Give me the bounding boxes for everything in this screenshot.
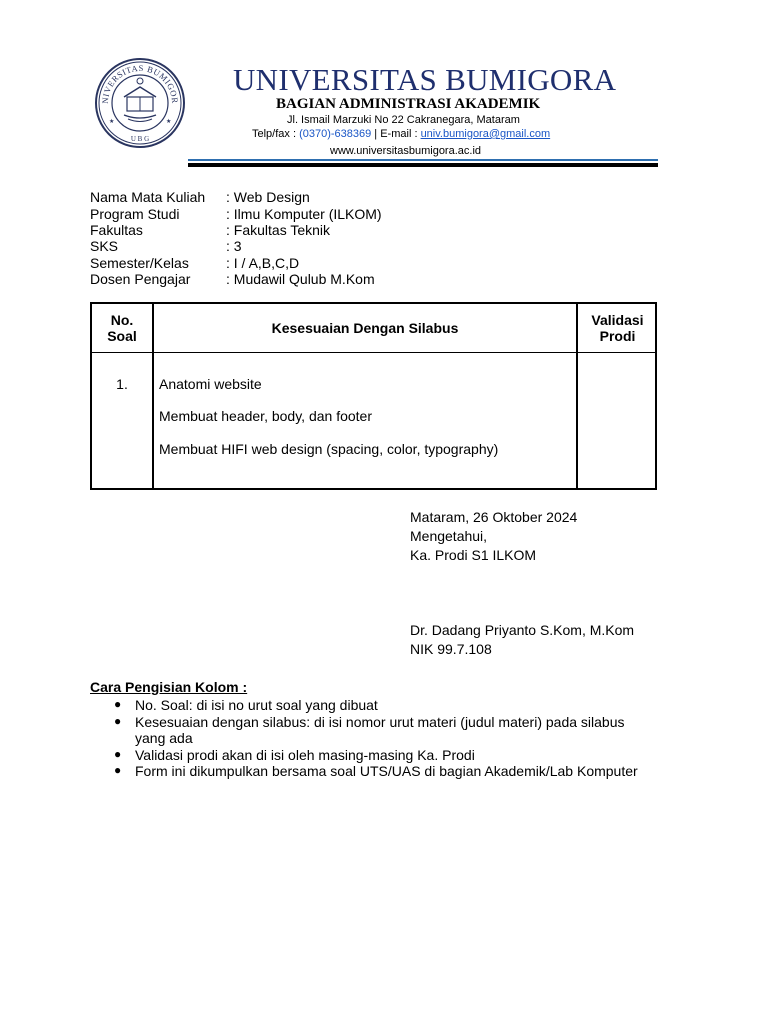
- info-label: Program Studi: [90, 205, 180, 222]
- list-item-text: Form ini dikumpulkan bersama soal UTS/UAS di bagian Akademik/Lab Komputer: [135, 763, 638, 779]
- svg-text:★: ★: [109, 119, 115, 125]
- website-line: www.universitasbumigora.ac.id: [330, 145, 482, 157]
- list-item-text: Kesesuaian dengan silabus: di isi nomor urut materi (judul materi) pada silabus yang ada: [135, 714, 625, 746]
- info-value: : Web Design: [226, 189, 310, 205]
- info-label: Dosen Pengajar: [90, 271, 191, 287]
- syllabus-item: Membuat HIFI web design (spacing, color, typography): [159, 441, 499, 457]
- list-item-text: Validasi prodi akan di isi oleh masing-masing Ka. Prodi: [135, 747, 475, 763]
- info-value: : Ilmu Komputer (ILKOM): [226, 205, 382, 222]
- contact-prefix: Telp/fax :: [252, 128, 300, 140]
- syllabus-item: Anatomi website: [159, 376, 262, 392]
- syllabus-item: Membuat header, body, dan footer: [159, 408, 372, 424]
- address-line: Jl. Ismail Marzuki No 22 Cakranegara, Mataram: [287, 114, 520, 126]
- header-no-soal: [92, 312, 152, 344]
- logo-bottom-text: U B G: [130, 135, 150, 143]
- header-no-line1: No.: [110, 312, 134, 328]
- info-value: : I / A,B,C,D: [226, 254, 300, 271]
- row-no: 1.: [116, 376, 128, 392]
- university-name: UNIVERSITAS BUMIGORA: [233, 62, 617, 97]
- list-item-text: No. Soal: di isi no urut soal yang dibuat: [135, 697, 378, 713]
- bullet-icon: ●: [114, 714, 122, 728]
- department-name: BAGIAN ADMINISTRASI AKADEMIK: [276, 96, 541, 112]
- contact-separator: | E-mail :: [371, 128, 421, 140]
- info-value: : Fakultas Teknik: [226, 222, 331, 238]
- info-label: Nama Mata Kuliah: [90, 189, 206, 205]
- header-validasi-line1: Validasi: [591, 312, 644, 328]
- table-header-divider: [92, 352, 655, 353]
- place-date: Mataram, 26 Oktober 2024: [410, 509, 578, 525]
- email-link[interactable]: univ.bumigora@gmail.com: [420, 128, 551, 140]
- phone-number: (0370)-638369: [299, 128, 372, 140]
- logo-outer-text: NIVERSITAS BUMIGOR: [99, 62, 181, 105]
- header-validasi-prodi: [578, 312, 657, 344]
- signer-position: Ka. Prodi S1 ILKOM: [410, 547, 537, 563]
- header-validasi-line2: Prodi: [599, 328, 636, 344]
- signer-nik: NIK 99.7.108: [410, 641, 492, 657]
- bullet-icon: ●: [114, 747, 122, 761]
- instructions-title: Cara Pengisian Kolom :: [90, 679, 248, 695]
- contact-line: [252, 128, 550, 140]
- header-rule-thick: [188, 163, 658, 167]
- header-rule-thin: [188, 159, 658, 161]
- header-kesesuaian: Kesesuaian Dengan Silabus: [271, 320, 459, 336]
- info-label: Semester/Kelas: [90, 254, 189, 271]
- signer-name: Dr. Dadang Priyanto S.Kom, M.Kom: [410, 622, 635, 638]
- info-value: : Mudawil Qulub M.Kom: [226, 271, 375, 287]
- header-no-line2: Soal: [107, 328, 137, 344]
- info-label: Fakultas: [90, 222, 143, 238]
- bullet-icon: ●: [114, 697, 122, 711]
- info-label: SKS: [90, 238, 119, 254]
- syllabus-table: [90, 302, 657, 490]
- info-value: : 3: [226, 238, 242, 254]
- bullet-icon: ●: [114, 763, 122, 777]
- university-logo: [94, 57, 186, 149]
- svg-text:★: ★: [166, 119, 172, 125]
- acknowledged-label: Mengetahui,: [410, 528, 488, 544]
